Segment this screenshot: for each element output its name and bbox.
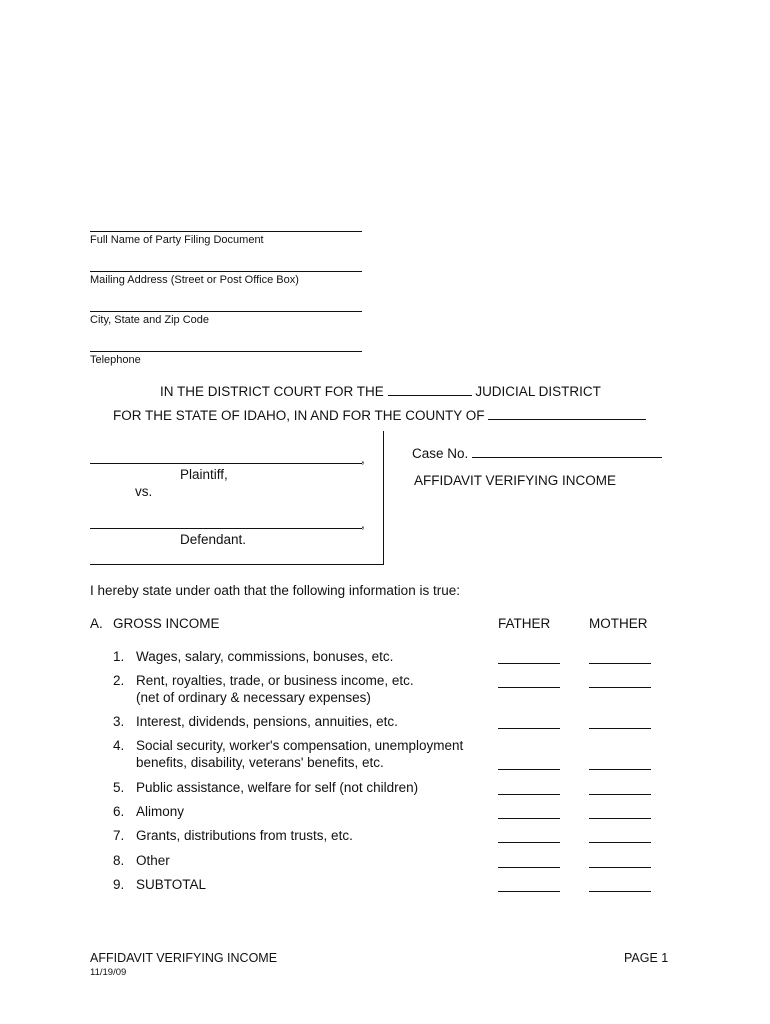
item-label: Public assistance, welfare for self (not children) <box>136 780 419 795</box>
court-line-1-prefix: IN THE DISTRICT COURT FOR THE <box>160 384 384 399</box>
mother-amount-blank[interactable] <box>589 867 651 868</box>
father-amount-blank[interactable] <box>498 867 560 868</box>
father-amount-blank[interactable] <box>498 794 560 795</box>
mailing-address-label: Mailing Address (Street or Post Office Box) <box>90 274 299 286</box>
court-line-1 <box>160 383 601 399</box>
item-number: 2. <box>113 673 125 688</box>
father-amount-blank[interactable] <box>498 842 560 843</box>
father-amount-blank[interactable] <box>498 769 560 770</box>
mother-amount-blank[interactable] <box>589 769 651 770</box>
full-name-line[interactable] <box>90 231 362 232</box>
item-label: Alimony <box>136 804 185 819</box>
vs-label: vs. <box>135 484 153 499</box>
court-line-1-suffix: JUDICIAL DISTRICT <box>475 384 601 399</box>
oath-statement: I hereby state under oath that the following information is true: <box>90 583 460 598</box>
father-amount-blank[interactable] <box>498 891 560 892</box>
case-number-field <box>412 445 662 461</box>
footer-page-number: PAGE 1 <box>624 951 669 965</box>
item-number: 3. <box>113 714 125 729</box>
case-number-label: Case No. <box>412 446 469 461</box>
court-line-2 <box>113 407 646 423</box>
plaintiff-comma: , <box>361 451 365 466</box>
father-amount-blank[interactable] <box>498 663 560 664</box>
item-label: Interest, dividends, pensions, annuities, etc. <box>136 714 398 729</box>
item-label: SUBTOTAL <box>136 877 207 892</box>
defendant-name-line[interactable] <box>90 528 362 529</box>
section-letter: A. <box>90 616 103 631</box>
document-title: AFFIDAVIT VERIFYING INCOME <box>414 473 617 488</box>
mother-amount-blank[interactable] <box>589 794 651 795</box>
item-number: 9. <box>113 877 125 892</box>
item-number: 6. <box>113 804 125 819</box>
mother-amount-blank[interactable] <box>589 663 651 664</box>
column-header-father: FATHER <box>498 616 551 631</box>
full-name-label: Full Name of Party Filing Document <box>90 234 264 246</box>
father-amount-blank[interactable] <box>498 728 560 729</box>
mother-amount-blank[interactable] <box>589 818 651 819</box>
item-label-continued: benefits, disability, veterans' benefits, etc. <box>136 755 384 770</box>
item-number: 4. <box>113 738 125 753</box>
item-label: Wages, salary, commissions, bonuses, etc. <box>136 649 394 664</box>
item-label: Other <box>136 853 170 868</box>
caption-divider-vertical <box>383 431 384 564</box>
item-label: Grants, distributions from trusts, etc. <box>136 828 353 843</box>
court-line-2-prefix: FOR THE STATE OF IDAHO, IN AND FOR THE COUNTY OF <box>113 408 485 423</box>
mother-amount-blank[interactable] <box>589 842 651 843</box>
item-number: 8. <box>113 853 125 868</box>
footer-date: 11/19/09 <box>90 967 127 978</box>
mailing-address-line[interactable] <box>90 271 362 272</box>
item-label: Social security, worker's compensation, unemployment <box>136 738 464 753</box>
city-state-zip-label: City, State and Zip Code <box>90 314 210 326</box>
mother-amount-blank[interactable] <box>589 891 651 892</box>
county-blank[interactable] <box>488 407 646 420</box>
telephone-label: Telephone <box>90 354 141 366</box>
item-label: Rent, royalties, trade, or business income, etc. <box>136 673 414 688</box>
father-amount-blank[interactable] <box>498 818 560 819</box>
column-header-mother: MOTHER <box>589 616 648 631</box>
item-number: 5. <box>113 780 125 795</box>
footer-title: AFFIDAVIT VERIFYING INCOME <box>90 951 278 965</box>
item-number: 1. <box>113 649 125 664</box>
defendant-comma: , <box>361 516 365 531</box>
plaintiff-name-line[interactable] <box>90 463 362 464</box>
mother-amount-blank[interactable] <box>589 687 651 688</box>
case-number-blank[interactable] <box>472 445 662 458</box>
father-amount-blank[interactable] <box>498 687 560 688</box>
caption-divider-horizontal <box>90 564 384 565</box>
city-state-zip-line[interactable] <box>90 311 362 312</box>
judicial-district-blank[interactable] <box>388 383 472 396</box>
plaintiff-label: Plaintiff, <box>180 467 228 482</box>
item-label-continued: (net of ordinary & necessary expenses) <box>136 690 371 705</box>
item-number: 7. <box>113 828 125 843</box>
section-title: GROSS INCOME <box>113 616 220 631</box>
defendant-label: Defendant. <box>180 532 247 547</box>
mother-amount-blank[interactable] <box>589 728 651 729</box>
telephone-line[interactable] <box>90 351 362 352</box>
